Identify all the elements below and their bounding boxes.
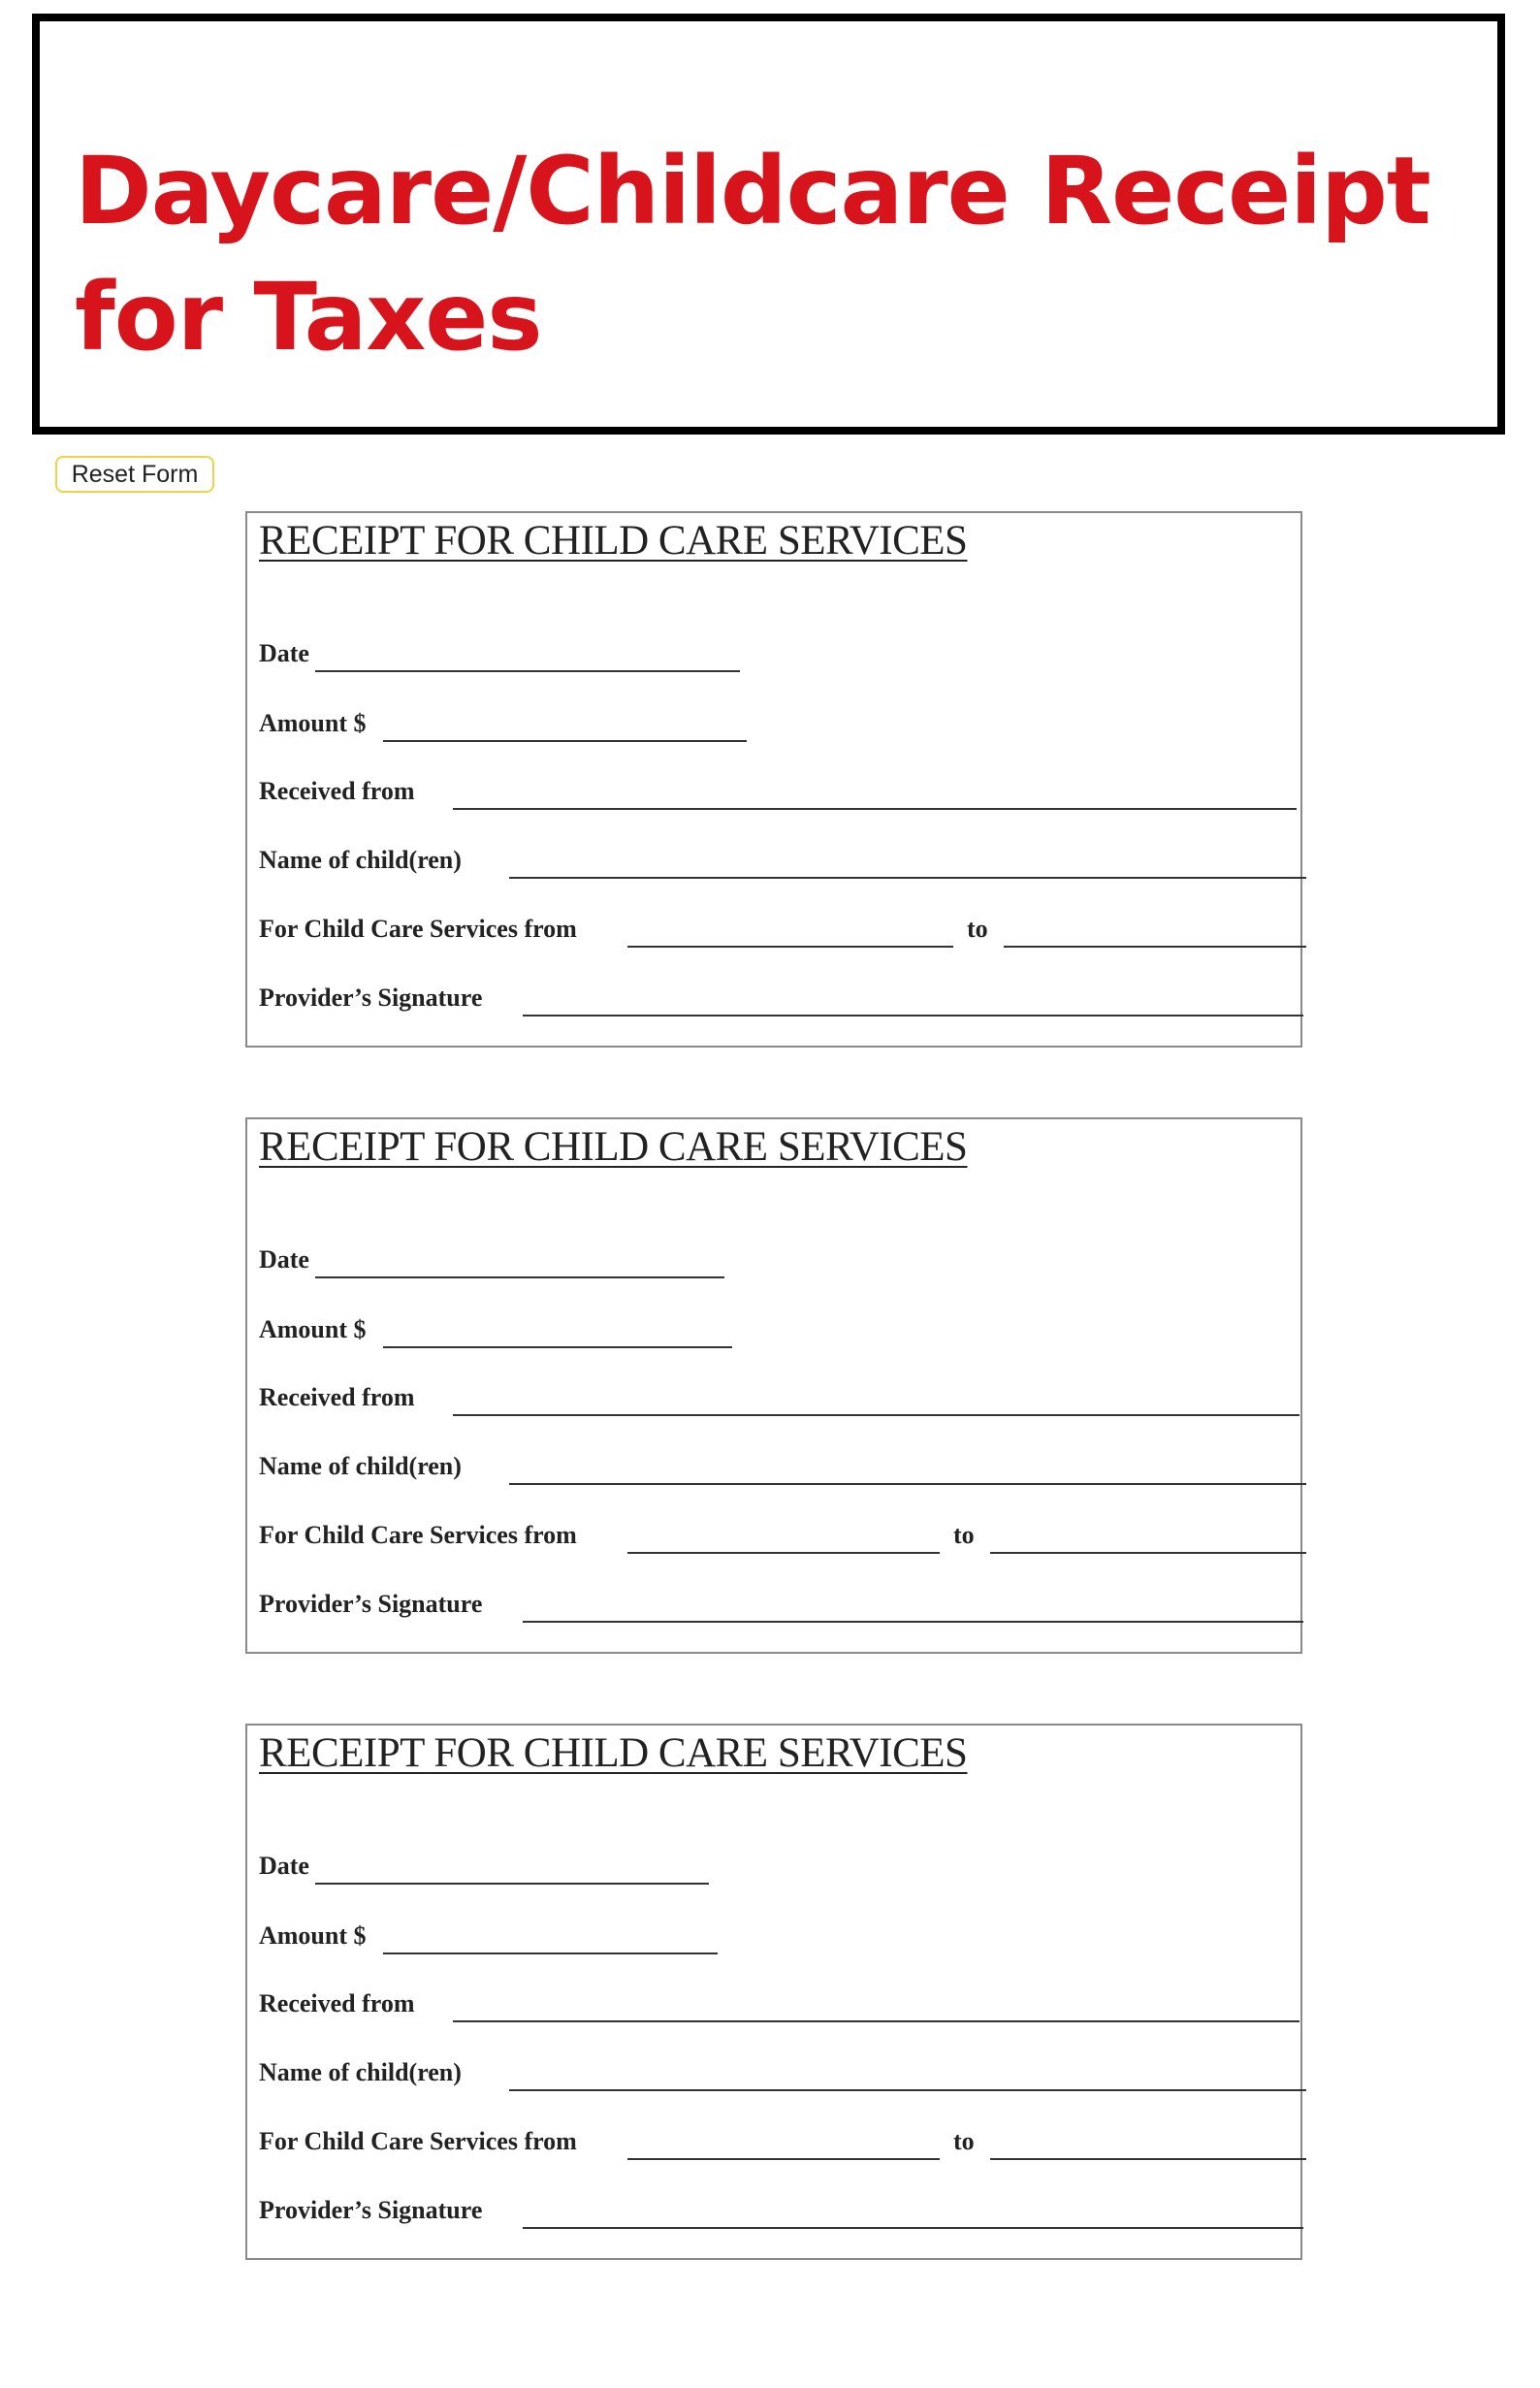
page-title: Daycare/Childcare Receipt for Taxes <box>75 137 1430 371</box>
signature-field[interactable] <box>523 2227 1303 2229</box>
child-names-row <box>259 1446 1297 1485</box>
received-from-label: Received from <box>259 1383 415 1411</box>
amount-row <box>259 703 1297 742</box>
child-names-field[interactable] <box>509 1483 1306 1485</box>
amount-row <box>259 1916 1297 1954</box>
to-label: to <box>953 2127 975 2155</box>
reset-form-button[interactable]: Reset Form <box>55 456 214 493</box>
receipt-title: RECEIPT FOR CHILD CARE SERVICES <box>259 1124 968 1170</box>
amount-field[interactable] <box>383 1346 732 1348</box>
amount-label: Amount $ <box>259 709 367 737</box>
receipt-card-1 <box>245 511 1302 1048</box>
date-label: Date <box>259 1245 309 1274</box>
services-period-row <box>259 1515 1297 1554</box>
child-names-field[interactable] <box>509 2089 1306 2091</box>
received-from-field[interactable] <box>453 808 1297 810</box>
child-names-label: Name of child(ren) <box>259 1452 462 1480</box>
date-label: Date <box>259 639 309 667</box>
services-from-label: For Child Care Services from <box>259 2127 577 2155</box>
amount-label: Amount $ <box>259 1315 367 1343</box>
child-names-label: Name of child(ren) <box>259 2058 462 2086</box>
child-names-field[interactable] <box>509 877 1306 879</box>
services-to-field[interactable] <box>1004 946 1306 948</box>
date-row <box>259 633 1297 672</box>
to-label: to <box>967 915 988 943</box>
to-label: to <box>953 1521 975 1549</box>
received-from-label: Received from <box>259 1989 415 2017</box>
title-banner <box>32 14 1505 435</box>
signature-field[interactable] <box>523 1015 1303 1017</box>
amount-field[interactable] <box>383 1952 718 1954</box>
amount-label: Amount $ <box>259 1921 367 1950</box>
services-from-label: For Child Care Services from <box>259 1521 577 1549</box>
services-from-field[interactable] <box>627 1552 940 1554</box>
signature-row <box>259 978 1297 1017</box>
date-row <box>259 1846 1297 1885</box>
received-from-row <box>259 771 1297 810</box>
receipt-title: RECEIPT FOR CHILD CARE SERVICES <box>259 1730 968 1776</box>
amount-row <box>259 1309 1297 1348</box>
signature-label: Provider’s Signature <box>259 2196 483 2224</box>
date-field[interactable] <box>315 670 740 672</box>
date-field[interactable] <box>315 1883 709 1885</box>
received-from-field[interactable] <box>453 2020 1299 2022</box>
receipt-card-3 <box>245 1724 1302 2260</box>
received-from-label: Received from <box>259 777 415 805</box>
child-names-row <box>259 2052 1297 2091</box>
signature-label: Provider’s Signature <box>259 984 483 1012</box>
date-label: Date <box>259 1852 309 1880</box>
signature-label: Provider’s Signature <box>259 1590 483 1618</box>
services-from-field[interactable] <box>627 2158 940 2160</box>
signature-field[interactable] <box>523 1621 1303 1623</box>
child-names-row <box>259 840 1297 879</box>
services-period-row <box>259 2121 1297 2160</box>
services-from-label: For Child Care Services from <box>259 915 577 943</box>
receipt-card-2 <box>245 1117 1302 1654</box>
services-period-row <box>259 909 1297 948</box>
signature-row <box>259 2190 1297 2229</box>
received-from-row <box>259 1377 1297 1416</box>
amount-field[interactable] <box>383 740 747 742</box>
services-to-field[interactable] <box>990 1552 1306 1554</box>
child-names-label: Name of child(ren) <box>259 846 462 874</box>
date-field[interactable] <box>315 1276 724 1278</box>
received-from-field[interactable] <box>453 1414 1299 1416</box>
date-row <box>259 1240 1297 1278</box>
services-from-field[interactable] <box>627 946 953 948</box>
received-from-row <box>259 1984 1297 2022</box>
receipt-title: RECEIPT FOR CHILD CARE SERVICES <box>259 518 968 564</box>
signature-row <box>259 1584 1297 1623</box>
services-to-field[interactable] <box>990 2158 1306 2160</box>
